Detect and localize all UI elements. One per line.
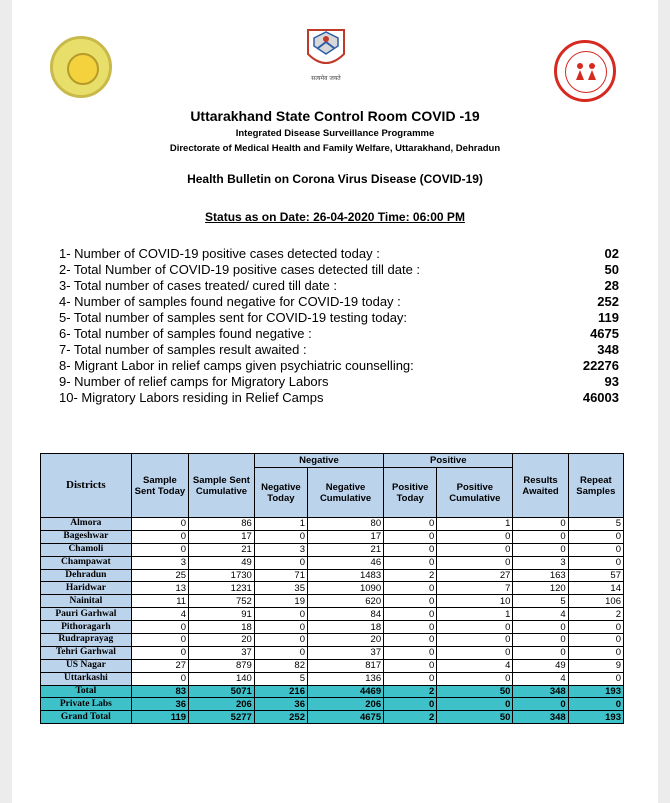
stat-label: 10- Migratory Labors residing in Relief Camps — [59, 390, 324, 405]
summary-stats — [59, 246, 619, 406]
value-cell: 35 — [254, 582, 307, 595]
district-name-cell: Total — [41, 685, 132, 698]
value-cell: 0 — [568, 672, 623, 685]
value-cell: 0 — [131, 634, 188, 647]
stat-label: 1- Number of COVID-19 positive cases detected today : — [59, 246, 380, 261]
value-cell: 0 — [568, 530, 623, 543]
header-repeat-samples: Repeat Samples — [568, 454, 623, 518]
value-cell: 0 — [437, 621, 513, 634]
value-cell: 57 — [568, 569, 623, 582]
bulletin-heading: Health Bulletin on Corona Virus Disease (COVID-19) — [187, 172, 483, 186]
value-cell: 0 — [384, 634, 437, 647]
value-cell: 1 — [254, 518, 307, 531]
header-sample-sent-today: Sample Sent Today — [131, 454, 188, 518]
value-cell: 817 — [307, 659, 383, 672]
value-cell: 11 — [131, 595, 188, 608]
stat-row — [59, 358, 619, 374]
table-row — [41, 530, 624, 543]
stat-value: 50 — [604, 262, 619, 277]
value-cell: 4 — [437, 659, 513, 672]
header-sample-sent-cumulative: Sample Sent Cumulative — [189, 454, 255, 518]
value-cell: 0 — [437, 530, 513, 543]
value-cell: 2 — [384, 569, 437, 582]
district-name-cell: Dehradun — [41, 569, 132, 582]
value-cell: 140 — [189, 672, 255, 685]
value-cell: 0 — [437, 672, 513, 685]
table-row — [41, 518, 624, 531]
value-cell: 1 — [437, 608, 513, 621]
value-cell: 0 — [131, 672, 188, 685]
stat-value: 28 — [604, 278, 619, 293]
district-name-cell: Tehri Garhwal — [41, 646, 132, 659]
value-cell: 9 — [568, 659, 623, 672]
table-row — [41, 543, 624, 556]
value-cell: 50 — [437, 711, 513, 724]
value-cell: 0 — [384, 518, 437, 531]
value-cell: 0 — [384, 595, 437, 608]
stat-label: 7- Total number of samples result awaited : — [59, 342, 307, 357]
uttarakhand-emblem-icon — [304, 24, 348, 80]
value-cell: 83 — [131, 685, 188, 698]
district-name-cell: Bageshwar — [41, 530, 132, 543]
stat-row — [59, 246, 619, 262]
district-name-cell: Rudraprayag — [41, 634, 132, 647]
table-row — [41, 582, 624, 595]
value-cell: 136 — [307, 672, 383, 685]
value-cell: 1 — [437, 518, 513, 531]
value-cell: 50 — [437, 685, 513, 698]
value-cell: 0 — [384, 608, 437, 621]
value-cell: 0 — [384, 621, 437, 634]
stat-value: 93 — [604, 374, 619, 389]
value-cell: 193 — [568, 685, 623, 698]
value-cell: 348 — [513, 685, 568, 698]
district-name-cell: Pauri Garhwal — [41, 608, 132, 621]
header-positive-today: Positive Today — [384, 468, 437, 518]
table-row — [41, 646, 624, 659]
district-name-cell: Private Labs — [41, 698, 132, 711]
value-cell: 10 — [437, 595, 513, 608]
stat-row — [59, 278, 619, 294]
value-cell: 193 — [568, 711, 623, 724]
district-name-cell: Champawat — [41, 556, 132, 569]
value-cell: 13 — [131, 582, 188, 595]
district-name-cell: Almora — [41, 518, 132, 531]
value-cell: 0 — [131, 621, 188, 634]
value-cell: 21 — [189, 543, 255, 556]
value-cell: 3 — [513, 556, 568, 569]
table-row — [41, 595, 624, 608]
district-name-cell: Chamoli — [41, 543, 132, 556]
value-cell: 0 — [437, 556, 513, 569]
value-cell: 5 — [513, 595, 568, 608]
value-cell: 17 — [307, 530, 383, 543]
value-cell: 0 — [513, 543, 568, 556]
value-cell: 0 — [437, 646, 513, 659]
value-cell: 49 — [513, 659, 568, 672]
value-cell: 20 — [307, 634, 383, 647]
header-negative-today: Negative Today — [254, 468, 307, 518]
stat-row — [59, 262, 619, 278]
value-cell: 0 — [131, 646, 188, 659]
value-cell: 4 — [513, 608, 568, 621]
value-cell: 91 — [189, 608, 255, 621]
value-cell: 0 — [568, 646, 623, 659]
stat-label: 9- Number of relief camps for Migratory Labors — [59, 374, 329, 389]
value-cell: 119 — [131, 711, 188, 724]
value-cell: 206 — [307, 698, 383, 711]
value-cell: 0 — [513, 518, 568, 531]
header-results-awaited: Results Awaited — [513, 454, 568, 518]
stat-label: 4- Number of samples found negative for COVID-19 today : — [59, 294, 401, 309]
stat-row — [59, 310, 619, 326]
value-cell: 1483 — [307, 569, 383, 582]
stat-row — [59, 374, 619, 390]
value-cell: 71 — [254, 569, 307, 582]
value-cell: 18 — [189, 621, 255, 634]
page-title: Uttarakhand State Control Room COVID -19 — [190, 108, 480, 124]
value-cell: 0 — [254, 621, 307, 634]
value-cell: 5 — [568, 518, 623, 531]
value-cell: 0 — [568, 634, 623, 647]
state-logo-icon — [50, 36, 112, 98]
value-cell: 17 — [189, 530, 255, 543]
value-cell: 14 — [568, 582, 623, 595]
total-row — [41, 685, 624, 698]
directorate-subtitle: Directorate of Medical Health and Family Welfare, Uttarakhand, Dehradun — [169, 143, 501, 154]
value-cell: 0 — [131, 543, 188, 556]
value-cell: 82 — [254, 659, 307, 672]
total-row — [41, 711, 624, 724]
value-cell: 0 — [254, 530, 307, 543]
table-row — [41, 608, 624, 621]
value-cell: 206 — [189, 698, 255, 711]
value-cell: 0 — [568, 543, 623, 556]
value-cell: 7 — [437, 582, 513, 595]
value-cell: 1231 — [189, 582, 255, 595]
value-cell: 0 — [254, 646, 307, 659]
value-cell: 0 — [384, 659, 437, 672]
value-cell: 49 — [189, 556, 255, 569]
value-cell: 37 — [189, 646, 255, 659]
value-cell: 37 — [307, 646, 383, 659]
stat-row — [59, 326, 619, 342]
district-name-cell: Haridwar — [41, 582, 132, 595]
stat-value: 252 — [597, 294, 619, 309]
value-cell: 0 — [568, 621, 623, 634]
district-name-cell: Pithoragarh — [41, 621, 132, 634]
stat-value: 348 — [597, 342, 619, 357]
value-cell: 163 — [513, 569, 568, 582]
value-cell: 2 — [384, 685, 437, 698]
value-cell: 0 — [513, 646, 568, 659]
header-group-negative: Negative — [254, 454, 383, 468]
stat-row — [59, 294, 619, 310]
value-cell: 5277 — [189, 711, 255, 724]
value-cell: 0 — [254, 556, 307, 569]
value-cell: 0 — [437, 698, 513, 711]
value-cell: 0 — [568, 698, 623, 711]
status-line: Status as on Date: 26-04-2020 Time: 06:00 PM — [205, 210, 465, 224]
stat-value: 4675 — [590, 326, 619, 341]
value-cell: 0 — [384, 582, 437, 595]
value-cell: 0 — [513, 530, 568, 543]
value-cell: 36 — [131, 698, 188, 711]
value-cell: 752 — [189, 595, 255, 608]
value-cell: 216 — [254, 685, 307, 698]
stat-label: 2- Total Number of COVID-19 positive cases detected till date : — [59, 262, 421, 277]
value-cell: 106 — [568, 595, 623, 608]
value-cell: 36 — [254, 698, 307, 711]
value-cell: 5 — [254, 672, 307, 685]
value-cell: 879 — [189, 659, 255, 672]
value-cell: 0 — [384, 530, 437, 543]
district-name-cell: Grand Total — [41, 711, 132, 724]
header-negative-cumulative: Negative Cumulative — [307, 468, 383, 518]
district-name-cell: Uttarkashi — [41, 672, 132, 685]
value-cell: 20 — [189, 634, 255, 647]
stat-label: 8- Migrant Labor in relief camps given psychiatric counselling: — [59, 358, 414, 373]
value-cell: 80 — [307, 518, 383, 531]
value-cell: 620 — [307, 595, 383, 608]
table-row — [41, 659, 624, 672]
stat-value: 02 — [604, 246, 619, 261]
value-cell: 2 — [384, 711, 437, 724]
value-cell: 1730 — [189, 569, 255, 582]
value-cell: 84 — [307, 608, 383, 621]
nhm-logo-icon — [554, 40, 616, 102]
value-cell: 4 — [513, 672, 568, 685]
stat-label: 3- Total number of cases treated/ cured till date : — [59, 278, 337, 293]
header-districts: Districts — [41, 454, 132, 518]
value-cell: 3 — [131, 556, 188, 569]
stat-value: 22276 — [582, 358, 619, 373]
stat-row — [59, 342, 619, 358]
header-positive-cumulative: Positive Cumulative — [437, 468, 513, 518]
value-cell: 0 — [384, 646, 437, 659]
value-cell: 0 — [384, 543, 437, 556]
table-row — [41, 569, 624, 582]
stat-label: 6- Total number of samples found negative : — [59, 326, 312, 341]
value-cell: 0 — [131, 530, 188, 543]
value-cell: 46 — [307, 556, 383, 569]
stat-value: 46003 — [582, 390, 619, 405]
value-cell: 18 — [307, 621, 383, 634]
value-cell: 1090 — [307, 582, 383, 595]
value-cell: 0 — [437, 543, 513, 556]
value-cell: 2 — [568, 608, 623, 621]
emblem-caption: सत्यमेव जयते — [311, 75, 341, 82]
value-cell: 27 — [131, 659, 188, 672]
value-cell: 21 — [307, 543, 383, 556]
value-cell: 0 — [384, 556, 437, 569]
value-cell: 348 — [513, 711, 568, 724]
value-cell: 0 — [254, 608, 307, 621]
total-row — [41, 698, 624, 711]
value-cell: 4675 — [307, 711, 383, 724]
table-row — [41, 672, 624, 685]
value-cell: 4469 — [307, 685, 383, 698]
value-cell: 19 — [254, 595, 307, 608]
value-cell: 0 — [437, 634, 513, 647]
value-cell: 120 — [513, 582, 568, 595]
value-cell: 25 — [131, 569, 188, 582]
value-cell: 4 — [131, 608, 188, 621]
value-cell: 86 — [189, 518, 255, 531]
programme-subtitle: Integrated Disease Surveillance Programme — [235, 128, 435, 139]
stat-value: 119 — [598, 310, 619, 325]
value-cell: 0 — [254, 634, 307, 647]
table-row — [41, 556, 624, 569]
value-cell: 0 — [568, 556, 623, 569]
table-row — [41, 634, 624, 647]
stat-row — [59, 390, 619, 406]
value-cell: 0 — [384, 672, 437, 685]
value-cell: 0 — [513, 621, 568, 634]
value-cell: 5071 — [189, 685, 255, 698]
district-name-cell: Nainital — [41, 595, 132, 608]
table-row — [41, 621, 624, 634]
bulletin-page — [12, 0, 658, 803]
stat-label: 5- Total number of samples sent for COVID-19 testing today: — [59, 310, 408, 325]
district-name-cell: US Nagar — [41, 659, 132, 672]
header-group-positive: Positive — [384, 454, 513, 468]
value-cell: 27 — [437, 569, 513, 582]
value-cell: 0 — [513, 634, 568, 647]
value-cell: 0 — [513, 698, 568, 711]
value-cell: 252 — [254, 711, 307, 724]
value-cell: 0 — [131, 518, 188, 531]
value-cell: 3 — [254, 543, 307, 556]
district-table — [40, 453, 624, 724]
value-cell: 0 — [384, 698, 437, 711]
